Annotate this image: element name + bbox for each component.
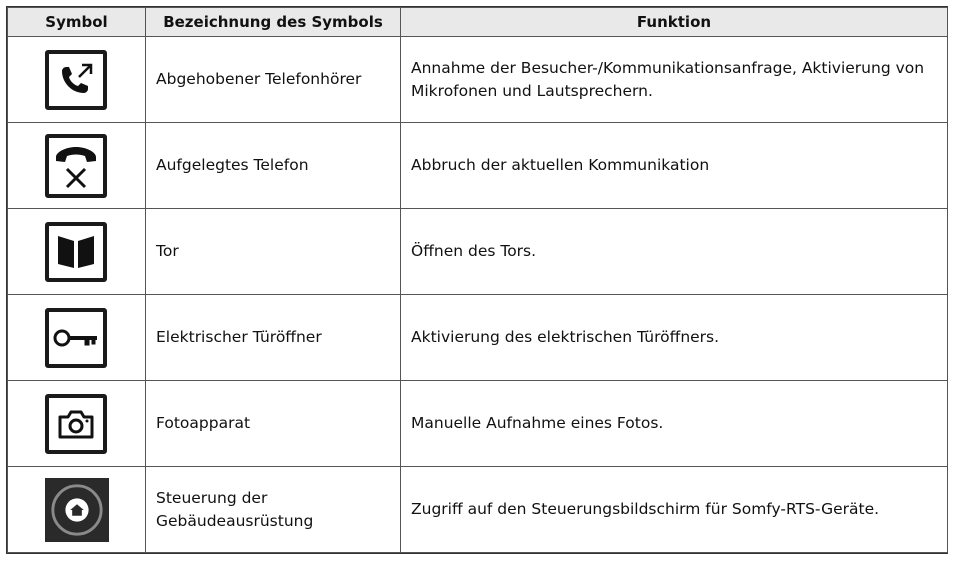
- header-function: Funktion: [401, 8, 948, 37]
- symbol-name: Tor: [146, 209, 401, 295]
- symbol-cell: [8, 381, 146, 467]
- table-row: [8, 209, 948, 295]
- symbol-function: Aktivierung des elektrischen Türöffners.: [401, 295, 948, 381]
- symbol-function: Öffnen des Tors.: [401, 209, 948, 295]
- symbol-name: Aufgelegtes Telefon: [146, 123, 401, 209]
- symbol-cell: [8, 467, 146, 553]
- key-icon: [45, 308, 107, 368]
- symbol-table: [6, 6, 948, 554]
- symbol-function: Abbruch der aktuellen Kommunikation: [401, 123, 948, 209]
- gate-icon: [45, 222, 107, 282]
- symbol-cell: [8, 209, 146, 295]
- symbol-function: Annahme der Besucher-/Kommunikationsanfrage, Aktivierung von Mikrofonen und Lautsprechern.: [401, 37, 948, 123]
- symbol-cell: [8, 37, 146, 123]
- camera-icon: [45, 394, 107, 454]
- header-symbol: Symbol: [8, 8, 146, 37]
- symbol-function: Zugriff auf den Steuerungsbildschirm für Somfy-RTS-Geräte.: [401, 467, 948, 553]
- table-row: [8, 37, 948, 123]
- table-row: [8, 467, 948, 553]
- symbol-function: Manuelle Aufnahme eines Fotos.: [401, 381, 948, 467]
- symbol-name: Steuerung der Gebäudeausrüstung: [146, 467, 401, 553]
- header-name: Bezeichnung des Symbols: [146, 8, 401, 37]
- symbol-cell: [8, 295, 146, 381]
- symbol-name: Elektrischer Türöffner: [146, 295, 401, 381]
- symbol-name: Abgehobener Telefonhörer: [146, 37, 401, 123]
- table-row: [8, 381, 948, 467]
- table-row: [8, 295, 948, 381]
- symbol-name: Fotoapparat: [146, 381, 401, 467]
- table-row: [8, 123, 948, 209]
- symbol-cell: [8, 123, 146, 209]
- home-icon: [45, 478, 109, 542]
- table-header-row: [8, 8, 948, 37]
- phone-hangup-icon: [45, 134, 107, 198]
- phone-pickup-icon: [45, 50, 107, 110]
